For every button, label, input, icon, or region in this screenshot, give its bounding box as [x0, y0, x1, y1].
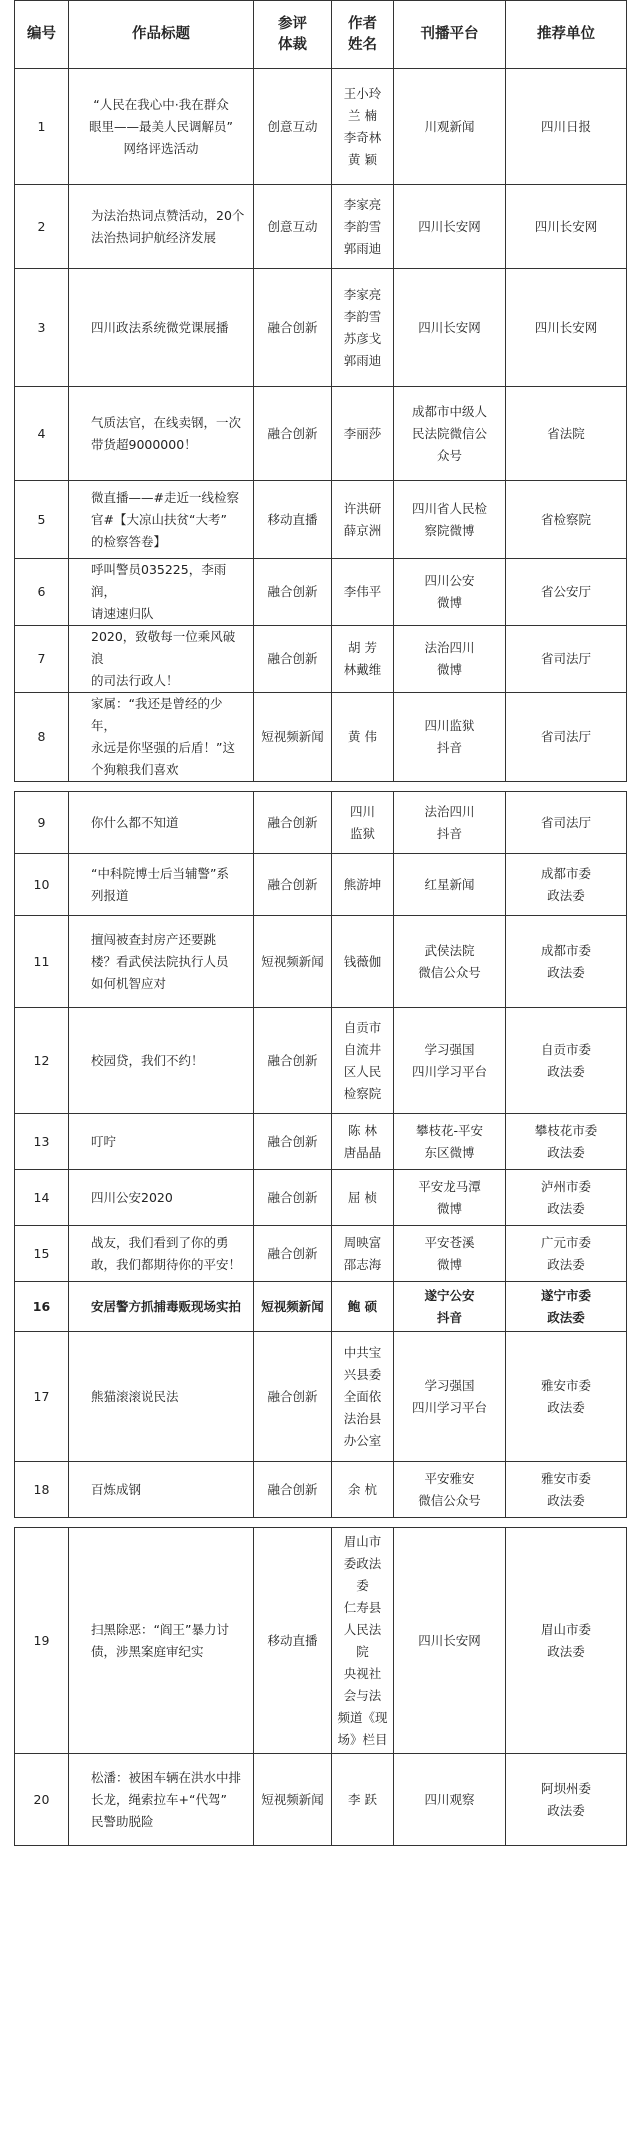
row-number: 6 — [15, 559, 69, 626]
recommending-unit: 成都市委 政法委 — [506, 854, 627, 916]
genre: 融合创新 — [254, 1170, 332, 1226]
row-number: 2 — [15, 185, 69, 269]
platform: 遂宁公安 抖音 — [394, 1282, 506, 1332]
genre: 移动直播 — [254, 1528, 332, 1754]
work-title: 呼叫警员035225，李雨润， 请速速归队 — [69, 559, 254, 626]
table-row — [15, 185, 627, 269]
header-title: 作品标题 — [69, 1, 254, 69]
platform: 武侯法院 微信公众号 — [394, 916, 506, 1008]
recommending-unit: 省司法厅 — [506, 792, 627, 854]
table-row — [15, 269, 627, 387]
author: 许洪研 薛京洲 — [332, 481, 394, 559]
row-number: 20 — [15, 1754, 69, 1846]
author: 中共宝 兴县委 全面依 法治县 办公室 — [332, 1332, 394, 1462]
header-row — [15, 1, 627, 69]
work-title: 家属：“我还是曾经的少年， 永远是你坚强的后盾！”这 个狗粮我们喜欢 — [69, 693, 254, 782]
table-row — [15, 854, 627, 916]
platform: 四川长安网 — [394, 185, 506, 269]
work-title: 微直播——#走近一线检察 官#【大凉山扶贫“大考” 的检察答卷】 — [69, 481, 254, 559]
platform: 红星新闻 — [394, 854, 506, 916]
row-number: 7 — [15, 626, 69, 693]
platform: 平安苍溪 微博 — [394, 1226, 506, 1282]
platform: 四川观察 — [394, 1754, 506, 1846]
table-body — [15, 69, 627, 1846]
genre: 融合创新 — [254, 1332, 332, 1462]
row-number: 9 — [15, 792, 69, 854]
row-number: 4 — [15, 387, 69, 481]
platform: 四川公安 微博 — [394, 559, 506, 626]
row-number: 11 — [15, 916, 69, 1008]
platform: 成都市中级人 民法院微信公 众号 — [394, 387, 506, 481]
author: 自贡市 自流井 区人民 检察院 — [332, 1008, 394, 1114]
author: 熊游坤 — [332, 854, 394, 916]
works-table — [14, 0, 627, 1846]
table-row — [15, 387, 627, 481]
work-title: 气质法官，在线卖钢，一次 带货超9000000！ — [69, 387, 254, 481]
recommending-unit: 省公安厅 — [506, 559, 627, 626]
genre: 短视频新闻 — [254, 693, 332, 782]
table-row — [15, 1282, 627, 1332]
header-unit: 推荐单位 — [506, 1, 627, 69]
platform: 攀枝花-平安 东区微博 — [394, 1114, 506, 1170]
row-number: 8 — [15, 693, 69, 782]
table-row — [15, 1754, 627, 1846]
genre: 融合创新 — [254, 1226, 332, 1282]
author: 黄 伟 — [332, 693, 394, 782]
work-title: 熊猫滚滚说民法 — [69, 1332, 254, 1462]
genre: 融合创新 — [254, 626, 332, 693]
author: 陈 林 唐晶晶 — [332, 1114, 394, 1170]
work-title: 四川公安2020 — [69, 1170, 254, 1226]
recommending-unit: 泸州市委 政法委 — [506, 1170, 627, 1226]
genre: 融合创新 — [254, 269, 332, 387]
row-number: 1 — [15, 69, 69, 185]
recommending-unit: 省法院 — [506, 387, 627, 481]
platform: 四川监狱 抖音 — [394, 693, 506, 782]
header-num: 编号 — [15, 1, 69, 69]
group-gap — [15, 782, 627, 792]
genre: 短视频新闻 — [254, 916, 332, 1008]
genre: 融合创新 — [254, 387, 332, 481]
genre: 融合创新 — [254, 1462, 332, 1518]
row-number: 10 — [15, 854, 69, 916]
table-row — [15, 1008, 627, 1114]
header-genre: 参评 体裁 — [254, 1, 332, 69]
recommending-unit: 阿坝州委 政法委 — [506, 1754, 627, 1846]
group-gap — [15, 1518, 627, 1528]
platform: 学习强国 四川学习平台 — [394, 1008, 506, 1114]
author: 眉山市 委政法 委 仁寿县 人民法 院 央视社 会与法 频道《现 场》栏目 — [332, 1528, 394, 1754]
author: 李家亮 李韵雪 郭雨迪 — [332, 185, 394, 269]
platform: 平安雅安 微信公众号 — [394, 1462, 506, 1518]
work-title: 你什么都不知道 — [69, 792, 254, 854]
author: 李丽莎 — [332, 387, 394, 481]
author: 胡 芳 林戴维 — [332, 626, 394, 693]
recommending-unit: 自贡市委 政法委 — [506, 1008, 627, 1114]
work-title: 安居警方抓捕毒贩现场实拍 — [69, 1282, 254, 1332]
recommending-unit: 遂宁市委 政法委 — [506, 1282, 627, 1332]
row-number: 14 — [15, 1170, 69, 1226]
author: 李家亮 李韵雪 苏彦戈 郭雨迪 — [332, 269, 394, 387]
genre: 融合创新 — [254, 1008, 332, 1114]
work-title: 松潘：被困车辆在洪水中排 长龙，绳索拉车+“代驾” 民警助脱险 — [69, 1754, 254, 1846]
platform: 法治四川 微博 — [394, 626, 506, 693]
work-title: 擅闯被查封房产还要跳 楼？看武侯法院执行人员 如何机智应对 — [69, 916, 254, 1008]
recommending-unit: 省检察院 — [506, 481, 627, 559]
table-row — [15, 1226, 627, 1282]
header-author: 作者 姓名 — [332, 1, 394, 69]
recommending-unit: 省司法厅 — [506, 693, 627, 782]
work-title: 2020，致敬每一位乘风破浪 的司法行政人！ — [69, 626, 254, 693]
row-number: 18 — [15, 1462, 69, 1518]
row-number: 17 — [15, 1332, 69, 1462]
recommending-unit: 成都市委 政法委 — [506, 916, 627, 1008]
row-number: 15 — [15, 1226, 69, 1282]
work-title: 叮咛 — [69, 1114, 254, 1170]
row-number: 13 — [15, 1114, 69, 1170]
recommending-unit: 广元市委 政法委 — [506, 1226, 627, 1282]
row-number: 3 — [15, 269, 69, 387]
genre: 创意互动 — [254, 69, 332, 185]
recommending-unit: 雅安市委 政法委 — [506, 1462, 627, 1518]
recommending-unit: 四川日报 — [506, 69, 627, 185]
recommending-unit: 四川长安网 — [506, 269, 627, 387]
table-row — [15, 626, 627, 693]
row-number: 5 — [15, 481, 69, 559]
work-title: 四川政法系统微党课展播 — [69, 269, 254, 387]
row-number: 12 — [15, 1008, 69, 1114]
table-row — [15, 1170, 627, 1226]
table-row — [15, 1528, 627, 1754]
recommending-unit: 眉山市委 政法委 — [506, 1528, 627, 1754]
genre: 融合创新 — [254, 1114, 332, 1170]
author: 李 跃 — [332, 1754, 394, 1846]
platform: 法治四川 抖音 — [394, 792, 506, 854]
work-title: 为法治热词点赞活动，20个 法治热词护航经济发展 — [69, 185, 254, 269]
work-title: 校园贷，我们不约！ — [69, 1008, 254, 1114]
genre: 短视频新闻 — [254, 1754, 332, 1846]
work-title: 百炼成钢 — [69, 1462, 254, 1518]
recommending-unit: 攀枝花市委 政法委 — [506, 1114, 627, 1170]
table-row — [15, 1332, 627, 1462]
author: 屈 桢 — [332, 1170, 394, 1226]
genre: 创意互动 — [254, 185, 332, 269]
table-row — [15, 69, 627, 185]
table-row — [15, 693, 627, 782]
author: 李伟平 — [332, 559, 394, 626]
platform: 四川省人民检 察院微博 — [394, 481, 506, 559]
author: 周映富 邵志海 — [332, 1226, 394, 1282]
table-row — [15, 481, 627, 559]
platform: 学习强国 四川学习平台 — [394, 1332, 506, 1462]
table-row — [15, 559, 627, 626]
genre: 融合创新 — [254, 559, 332, 626]
platform: 四川长安网 — [394, 1528, 506, 1754]
work-title: 战友，我们看到了你的勇 敢，我们都期待你的平安！ — [69, 1226, 254, 1282]
genre: 移动直播 — [254, 481, 332, 559]
author: 余 杭 — [332, 1462, 394, 1518]
table-row — [15, 792, 627, 854]
recommending-unit: 四川长安网 — [506, 185, 627, 269]
genre: 融合创新 — [254, 792, 332, 854]
platform: 四川长安网 — [394, 269, 506, 387]
work-title: “人民在我心中·我在群众 眼里——最美人民调解员” 网络评选活动 — [69, 69, 254, 185]
author: 王小玲 兰 楠 李奇林 黄 颖 — [332, 69, 394, 185]
recommending-unit: 雅安市委 政法委 — [506, 1332, 627, 1462]
table-row — [15, 1114, 627, 1170]
platform: 平安龙马潭 微博 — [394, 1170, 506, 1226]
platform: 川观新闻 — [394, 69, 506, 185]
author: 鲍 硕 — [332, 1282, 394, 1332]
genre: 短视频新闻 — [254, 1282, 332, 1332]
work-title: “中科院博士后当辅警”系 列报道 — [69, 854, 254, 916]
row-number: 19 — [15, 1528, 69, 1754]
table-row — [15, 1462, 627, 1518]
recommending-unit: 省司法厅 — [506, 626, 627, 693]
row-number: 16 — [15, 1282, 69, 1332]
genre: 融合创新 — [254, 854, 332, 916]
author: 钱薇伽 — [332, 916, 394, 1008]
work-title: 扫黑除恶：“阎王”暴力讨 债，涉黑案庭审纪实 — [69, 1528, 254, 1754]
header-platform: 刊播平台 — [394, 1, 506, 69]
author: 四川 监狱 — [332, 792, 394, 854]
table-row — [15, 916, 627, 1008]
